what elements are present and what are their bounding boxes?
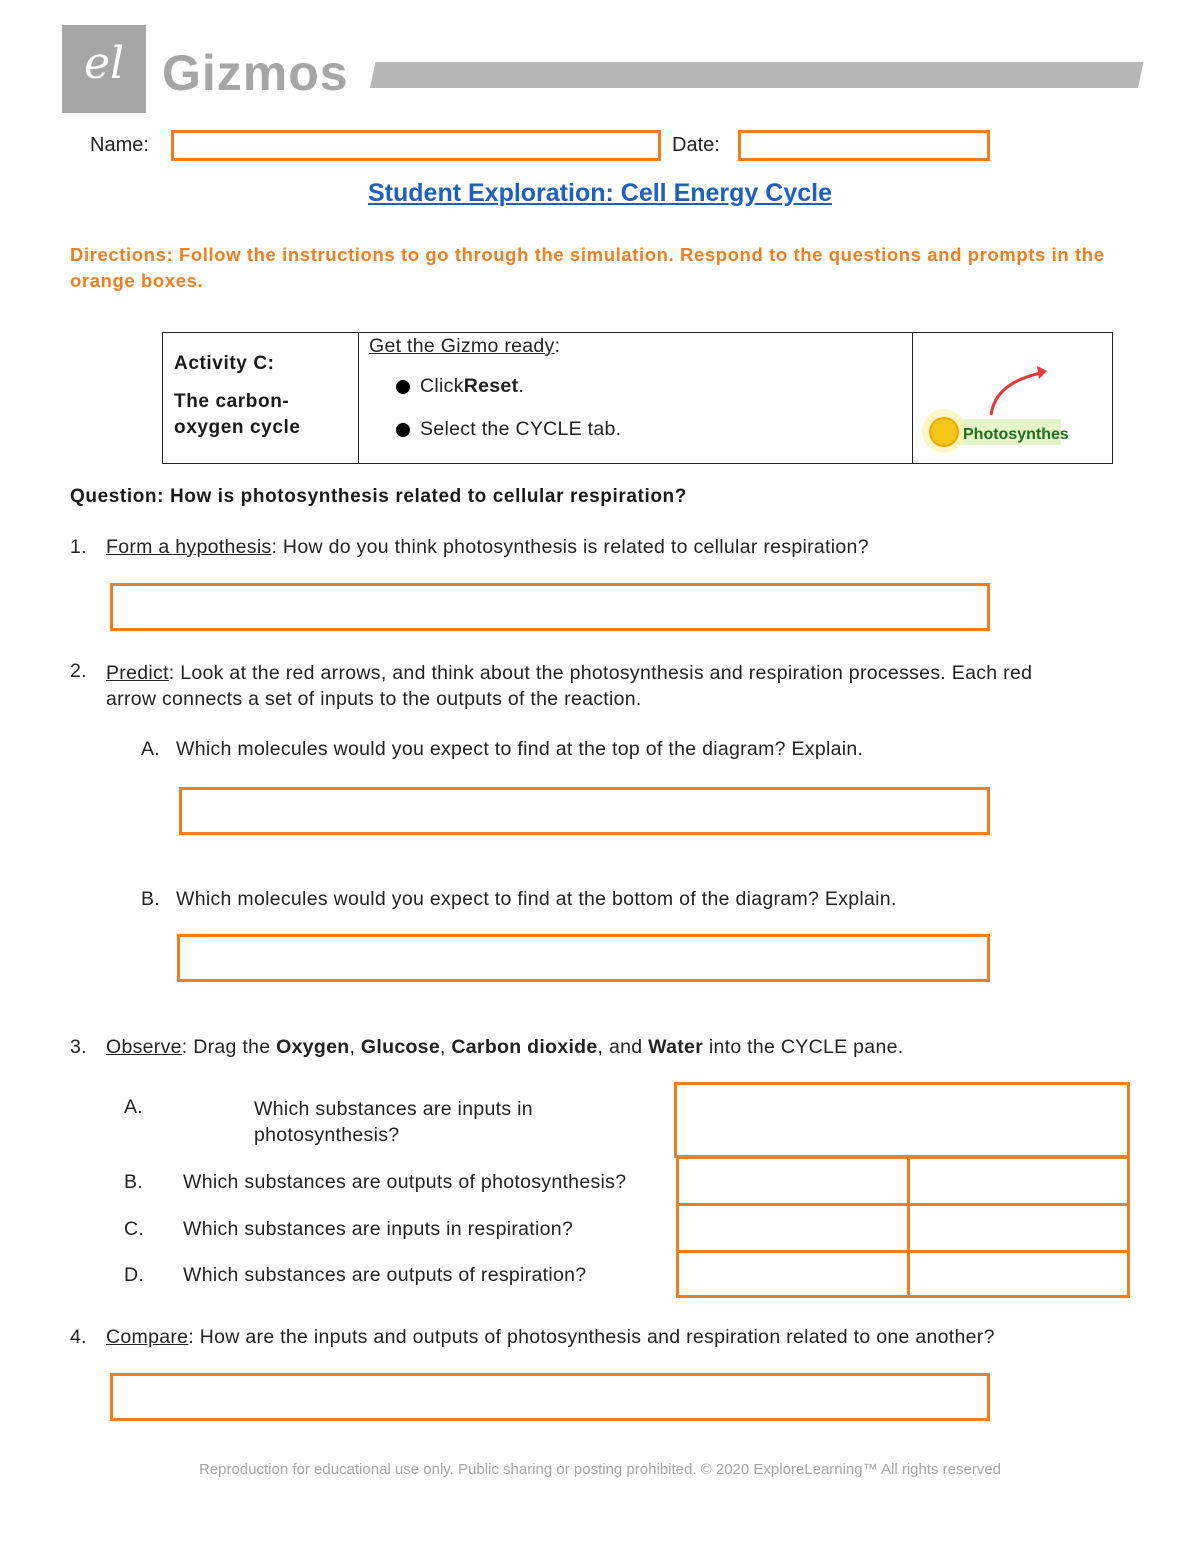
- q4-body: : How are the inputs and outputs of photosynthesis and respiration related to one another?: [188, 1326, 995, 1348]
- activity-table: [162, 332, 1113, 464]
- q3a-answer-box[interactable]: [674, 1082, 1130, 1158]
- bullet-icon: [396, 380, 410, 394]
- page-title: Student Exploration: Cell Energy Cycle: [368, 179, 832, 207]
- q1-body: : How do you think photosynthesis is related to cellular respiration?: [271, 536, 869, 558]
- q2b-answer-box[interactable]: [177, 934, 990, 982]
- q3b-text: Which substances are outputs of photosynthesis?: [183, 1171, 627, 1193]
- sun-icon: [930, 418, 958, 446]
- activity-subtitle-line2: oxygen cycle: [174, 417, 301, 438]
- q3-t1: : Drag the: [181, 1036, 277, 1058]
- gizmo-ready-heading: Get the Gizmo ready:: [369, 335, 561, 357]
- q3-comma1: ,: [349, 1036, 361, 1058]
- q3-comma2: ,: [439, 1036, 452, 1058]
- date-field[interactable]: [738, 130, 990, 161]
- q3-number: 3.: [70, 1036, 87, 1058]
- q1-lead: Form a hypothesis: [106, 536, 272, 558]
- bullet-icon: [396, 423, 410, 437]
- name-label: Name:: [90, 134, 149, 156]
- activity-title-cell: [163, 333, 359, 464]
- q3-glucose: Glucose: [360, 1036, 440, 1058]
- q4-lead: Compare: [106, 1326, 189, 1348]
- q3d-letter: D.: [124, 1264, 145, 1286]
- q3-water: Water: [648, 1036, 704, 1058]
- q3d-answer-left[interactable]: [676, 1250, 910, 1298]
- q3a-text: [254, 1096, 533, 1148]
- q2a-answer-box[interactable]: [179, 787, 990, 835]
- step-reset-prefix: Click: [420, 375, 464, 397]
- q1-answer-box[interactable]: [110, 583, 990, 631]
- q3c-answer-left[interactable]: [676, 1203, 910, 1253]
- q2-lead: Predict: [106, 662, 169, 684]
- q2b-text: Which molecules would you expect to find at the bottom of the diagram? Explain.: [176, 888, 897, 910]
- q3-co2: Carbon dioxide: [451, 1036, 598, 1058]
- red-arrow-icon: [991, 373, 1041, 415]
- question-heading: Question: How is photosynthesis related to cellular respiration?: [70, 486, 687, 507]
- photosynthesis-thumbnail: [913, 333, 1111, 458]
- step-cycle-text: Select the CYCLE tab.: [420, 418, 622, 440]
- q3a-line2: photosynthesis?: [254, 1124, 400, 1146]
- q2-text: [106, 660, 1116, 712]
- q1-number: 1.: [70, 536, 87, 558]
- date-label: Date:: [672, 134, 720, 156]
- name-field[interactable]: [171, 130, 661, 161]
- q3c-letter: C.: [124, 1218, 145, 1240]
- directions: Directions: Follow the instructions to go through the simulation. Respond to the questions and prompts in the orange boxes.: [70, 244, 1105, 291]
- q2-line1-text: : Look at the red arrows, and think about the photosynthesis and respiration processes. Each red: [168, 662, 1033, 684]
- step-reset: [396, 375, 912, 398]
- step-reset-bold: Reset: [463, 375, 519, 397]
- q4-text: [106, 1326, 995, 1349]
- activity-steps-cell: [359, 333, 913, 464]
- gizmo-ready-text: Get the Gizmo ready: [369, 335, 555, 357]
- q3a-line1: Which substances are inputs in: [254, 1098, 533, 1120]
- q2-line2: arrow connects a set of inputs to the outputs of the reaction.: [106, 688, 642, 710]
- q3-lead: Observe: [106, 1036, 182, 1058]
- q3a-letter: A.: [124, 1096, 144, 1118]
- q4-answer-box[interactable]: [110, 1373, 990, 1421]
- q1-text: [106, 536, 869, 559]
- q2a-text: Which molecules would you expect to find at the top of the diagram? Explain.: [176, 738, 864, 760]
- q3c-text: Which substances are inputs in respiration?: [183, 1218, 574, 1240]
- q3b-answer-right[interactable]: [907, 1156, 1130, 1206]
- activity-name: Activity C:: [174, 353, 275, 374]
- q3b-letter: B.: [124, 1171, 144, 1193]
- q2-number: 2.: [70, 660, 87, 682]
- q3b-answer-left[interactable]: [676, 1156, 910, 1206]
- logo-icon: el: [83, 38, 125, 89]
- q3-tail: into the CYCLE pane.: [703, 1036, 904, 1058]
- header-bar: [370, 62, 1144, 88]
- brand-name: Gizmos: [162, 45, 349, 101]
- footer-notice: Reproduction for educational use only. Public sharing or posting prohibited. © 2020 ExploreLearning™ All rights reserved: [198, 1461, 1002, 1478]
- q2-line1: [106, 660, 1116, 686]
- q3d-answer-right[interactable]: [907, 1250, 1130, 1298]
- q2b-letter: B.: [141, 888, 161, 910]
- activity-subtitle-line1: The carbon-: [174, 391, 290, 412]
- q2a-letter: A.: [141, 738, 161, 760]
- q4-number: 4.: [70, 1326, 87, 1348]
- photosynthesis-label: Photosynthes: [963, 426, 1069, 443]
- step-cycle-tab: [396, 418, 912, 441]
- arrowhead-icon: [1037, 366, 1047, 379]
- q3-and: , and: [597, 1036, 649, 1058]
- q3-oxygen: Oxygen: [276, 1036, 350, 1058]
- q3c-answer-right[interactable]: [907, 1203, 1130, 1253]
- activity-image-cell: [913, 333, 1113, 464]
- step-reset-suffix: .: [518, 375, 525, 397]
- activity-subtitle: [174, 389, 358, 441]
- q3-text: [106, 1036, 903, 1059]
- q3d-text: Which substances are outputs of respiration?: [183, 1264, 587, 1286]
